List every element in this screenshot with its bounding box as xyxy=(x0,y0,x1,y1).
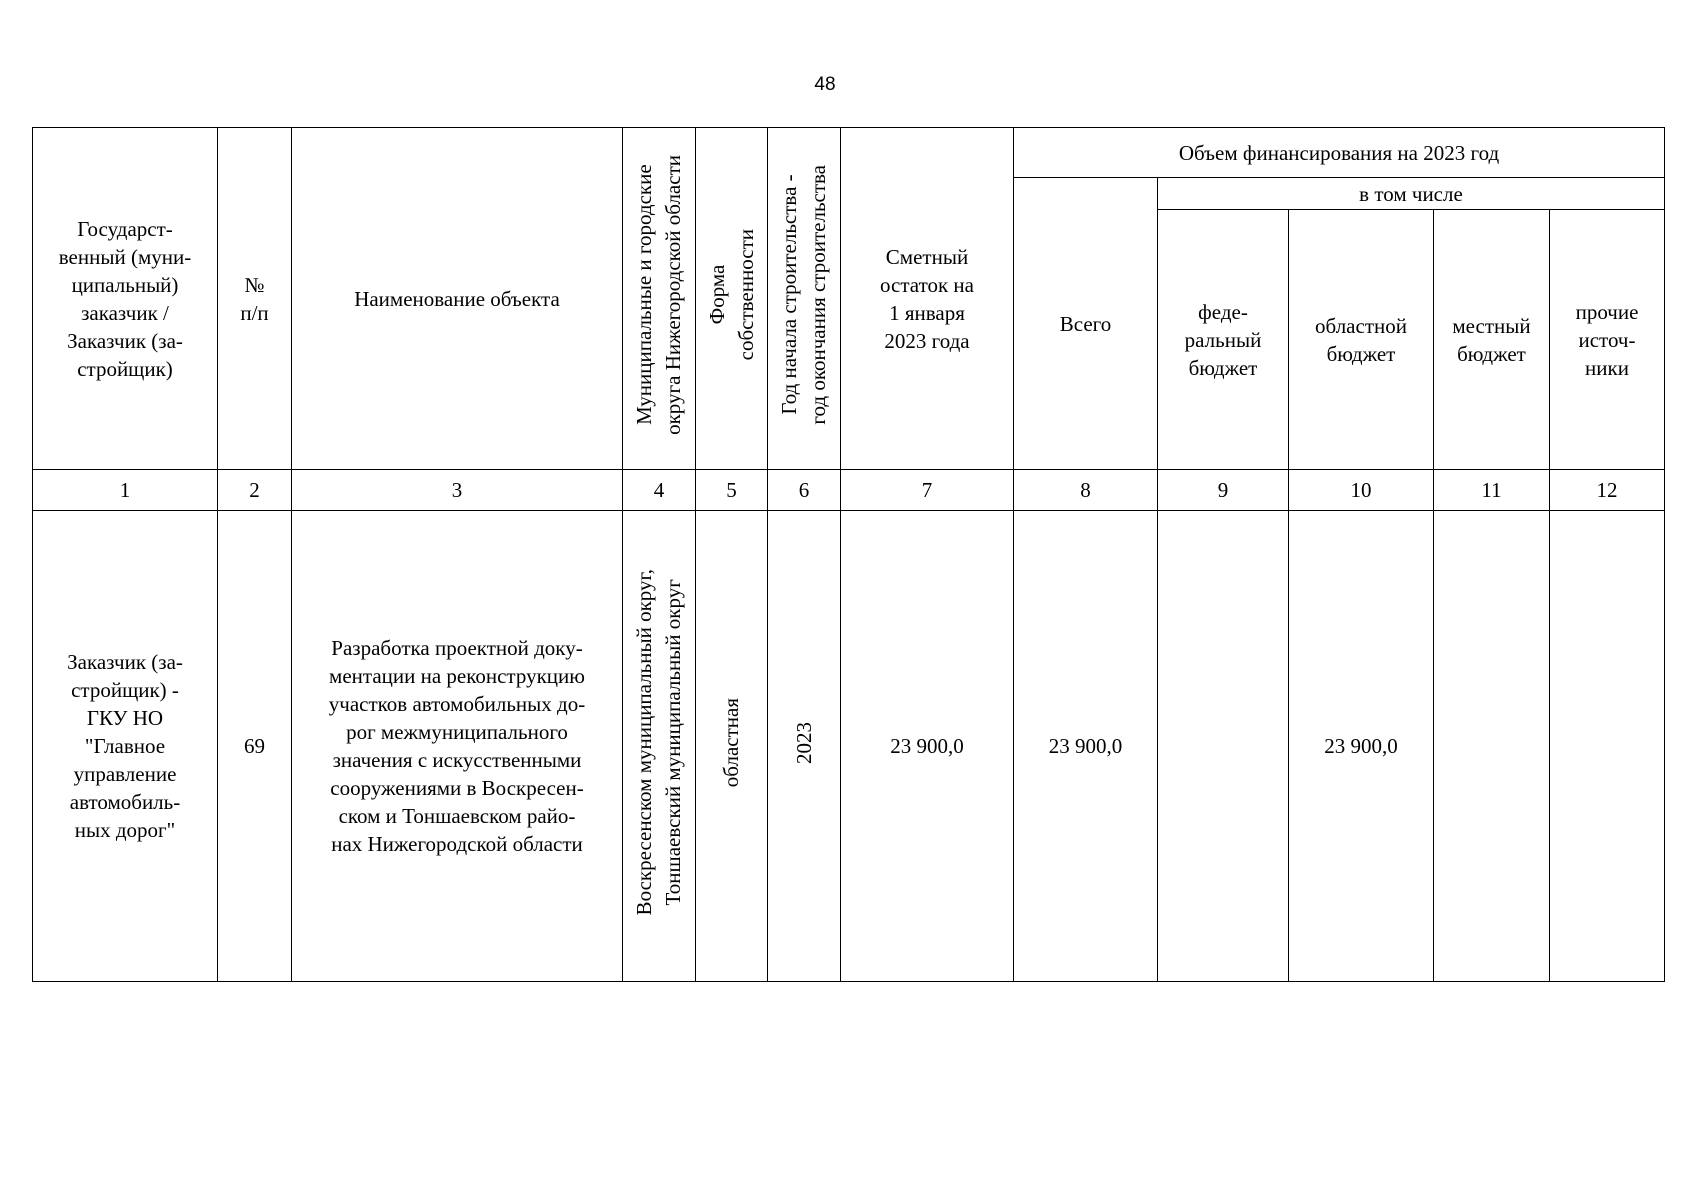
row-object-name: Разработка проектной доку- ментации на реконструкцию участков автомобильных до- рог межмуниципального значения с искусственными сооружениями в Воскресен- ском и Тоншаевском райо- нах Нижегородской области xyxy=(292,511,623,982)
row-other xyxy=(1550,511,1665,982)
header-federal: феде- ральный бюджет xyxy=(1158,210,1289,470)
column-number: 9 xyxy=(1158,470,1289,511)
header-years xyxy=(768,128,841,470)
header-municipalities-text: Муниципальные и городские округа Нижегородской области xyxy=(632,155,685,435)
table-row xyxy=(33,511,1665,982)
header-regional: областной бюджет xyxy=(1289,210,1434,470)
column-number: 8 xyxy=(1014,470,1158,511)
row-customer: Заказчик (за- стройщик) - ГКУ НО "Главное управление автомобиль- ных дорог" xyxy=(33,511,218,982)
row-municipalities-text: Воскресенском муниципальный округ, Тоншаевский муниципальный округ xyxy=(632,569,685,916)
header-number: № п/п xyxy=(218,128,292,470)
column-number: 2 xyxy=(218,470,292,511)
row-local xyxy=(1434,511,1550,982)
header-customer: Государст- венный (муни- ципальный) заказчик / Заказчик (за- стройщик) xyxy=(33,128,218,470)
row-municipalities xyxy=(623,511,696,982)
header-ownership-text: Форма собственности xyxy=(704,229,758,361)
header-local: местный бюджет xyxy=(1434,210,1550,470)
column-number: 11 xyxy=(1434,470,1550,511)
header-financing-title: Объем финансирования на 2023 год xyxy=(1014,128,1665,178)
header-ownership xyxy=(696,128,768,470)
column-number: 12 xyxy=(1550,470,1665,511)
column-number: 10 xyxy=(1289,470,1434,511)
column-number: 3 xyxy=(292,470,623,511)
row-years xyxy=(768,511,841,982)
row-years-text: 2023 xyxy=(791,721,816,764)
page-number: 48 xyxy=(814,74,836,95)
financing-table xyxy=(32,127,1665,982)
column-number: 7 xyxy=(841,470,1014,511)
header-estimated-balance: Сметный остаток на 1 января 2023 года xyxy=(841,128,1014,470)
column-numbers-row xyxy=(33,470,1665,511)
column-number: 4 xyxy=(623,470,696,511)
header-years-text: Год начала строительства - год окончания строительства xyxy=(777,165,830,425)
column-number: 5 xyxy=(696,470,768,511)
header-total: Всего xyxy=(1014,178,1158,470)
row-ownership xyxy=(696,511,768,982)
row-total: 23 900,0 xyxy=(1014,511,1158,982)
row-number: 69 xyxy=(218,511,292,982)
column-number: 1 xyxy=(33,470,218,511)
header-including: в том числе xyxy=(1158,178,1665,210)
header-row-1 xyxy=(33,128,1665,178)
column-number: 6 xyxy=(768,470,841,511)
row-regional: 23 900,0 xyxy=(1289,511,1434,982)
row-ownership-text: областная xyxy=(719,697,743,788)
row-estimated-balance: 23 900,0 xyxy=(841,511,1014,982)
header-object-name: Наименование объекта xyxy=(292,128,623,470)
header-municipalities xyxy=(623,128,696,470)
header-other: прочие источ- ники xyxy=(1550,210,1665,470)
row-federal xyxy=(1158,511,1289,982)
